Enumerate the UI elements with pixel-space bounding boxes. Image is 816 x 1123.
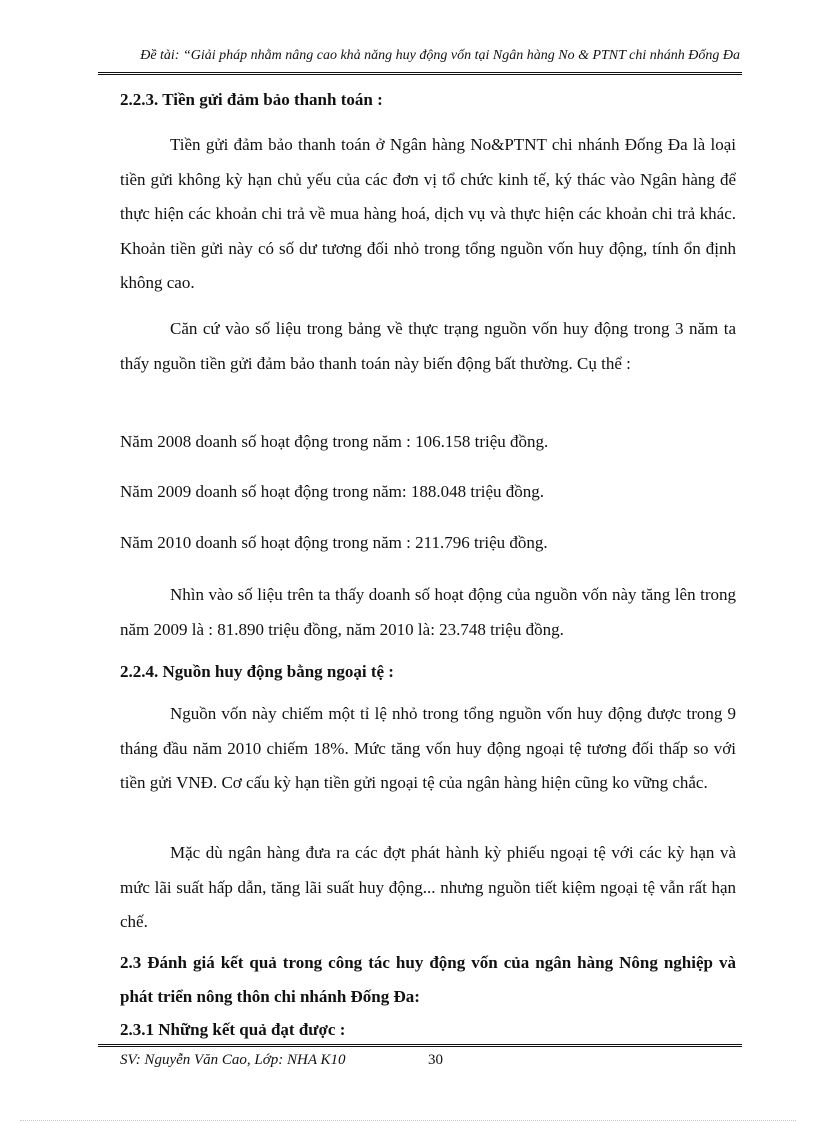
footer-student-info: SV: Nguyễn Văn Cao, Lớp: NHA K10	[120, 1052, 346, 1068]
section-2-2-3-paragraph-1: Tiền gửi đảm bảo thanh toán ở Ngân hàng No&PTNT chi nhánh Đống Đa là loại tiền gửi không kỳ hạn chủ yếu của các đơn vị tổ chức kinh tế, ký thác vào Ngân hàng để thực hiện các khoản chi trả về mua hàng hoá, dịch vụ và thực hiện các khoản chi trả khác. Khoản tiền gửi này có số dư tương đối nhỏ trong tổng nguồn vốn huy động, tính ổn định không cao.	[120, 135, 736, 292]
page-edge-marker	[20, 1120, 796, 1121]
section-2-3-heading: 2.3 Đánh giá kết quả trong công tác huy động vốn của ngân hàng Nông nghiệp và phát triển nông thôn chi nhánh Đống Đa:	[120, 953, 736, 1006]
revenue-line-2008: Năm 2008 doanh số hoạt động trong năm : 106.158 triệu đồng.	[120, 432, 549, 451]
revenue-line-2010: Năm 2010 doanh số hoạt động trong năm : 211.796 triệu đồng.	[120, 533, 548, 552]
header-divider	[98, 72, 742, 75]
section-2-2-4-heading: 2.2.4. Nguồn huy động bằng ngoại tệ :	[120, 662, 394, 681]
revenue-line-2009: Năm 2009 doanh số hoạt động trong năm: 188.048 triệu đồng.	[120, 482, 545, 501]
section-2-2-3-heading: 2.2.3. Tiền gửi đảm bảo thanh toán :	[120, 90, 383, 109]
section-2-2-3-paragraph-2: Căn cứ vào số liệu trong bảng về thực trạng nguồn vốn huy động trong 3 năm ta thấy nguồn tiền gửi đảm bảo thanh toán này biến động bất thường. Cụ thể :	[120, 319, 736, 373]
section-2-2-4-paragraph-2: Mặc dù ngân hàng đưa ra các đợt phát hành kỳ phiếu ngoại tệ với các kỳ hạn và mức lãi suất hấp dẫn, tăng lãi suất huy động... nhưng nguồn tiết kiệm ngoại tệ vẫn rất hạn chế.	[120, 843, 736, 931]
page-number: 30	[428, 1052, 443, 1068]
running-header: Đề tài: “Giải pháp nhằm nâng cao khả năng huy động vốn tại Ngân hàng No & PTNT chi nhánh Đống Đa	[140, 48, 740, 63]
section-2-2-3-paragraph-3: Nhìn vào số liệu trên ta thấy doanh số hoạt động của nguồn vốn này tăng lên trong năm 2009 là : 81.890 triệu đồng, năm 2010 là: 23.748 triệu đồng.	[120, 585, 736, 639]
footer-divider	[98, 1044, 742, 1047]
section-2-3-1-heading: 2.3.1 Những kết quả đạt được :	[120, 1020, 346, 1039]
section-2-2-4-paragraph-1: Nguồn vốn này chiếm một tỉ lệ nhỏ trong tổng nguồn vốn huy động được trong 9 tháng đầu năm 2010 chiếm 18%. Mức tăng vốn huy động ngoại tệ tương đối thấp so với tiền gửi VNĐ. Cơ cấu kỳ hạn tiền gửi ngoại tệ của ngân hàng hiện cũng ko vững chắc.	[120, 704, 736, 792]
